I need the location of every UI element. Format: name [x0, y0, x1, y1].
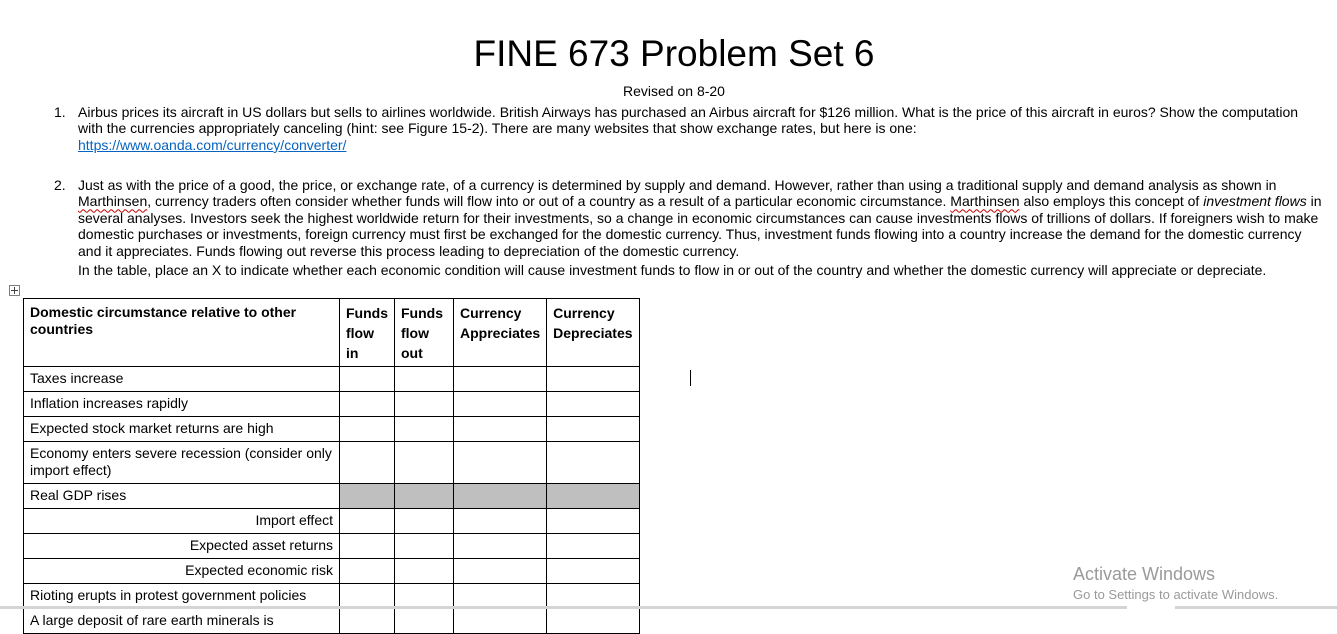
answer-cell[interactable]	[395, 609, 454, 634]
question-1-text: Airbus prices its aircraft in US dollars but sells to airlines worldwide. British Airways has purchased an Airbus aircraft for $126 million. What is the price of this aircraft in euros? Show the computation with the currencies appropriately canceling (hint: see Figure 15-2). There are many websites that show exchange rates, but here is one:	[78, 104, 1299, 137]
answer-cell[interactable]	[340, 534, 395, 559]
answer-cell[interactable]	[547, 509, 639, 534]
answer-cell[interactable]	[340, 559, 395, 584]
answer-cell[interactable]	[395, 367, 454, 392]
row-label: A large deposit of rare earth minerals is	[24, 609, 340, 634]
header-funds-flow-in: Funds flow in	[340, 299, 395, 367]
table-row	[24, 392, 640, 417]
investment-flows-term: investment flows	[1203, 193, 1307, 210]
answer-cell[interactable]	[340, 367, 395, 392]
answer-cell[interactable]	[395, 559, 454, 584]
activate-windows-watermark	[1073, 563, 1278, 603]
answer-cell[interactable]	[454, 559, 547, 584]
answer-cell[interactable]	[454, 609, 547, 634]
answer-cell[interactable]	[547, 442, 639, 484]
table-row	[24, 609, 640, 634]
table-row	[24, 509, 640, 534]
question-2-number: 2.	[54, 177, 66, 193]
question-1-number: 1.	[54, 104, 66, 120]
answer-cell[interactable]	[454, 534, 547, 559]
answer-cell[interactable]	[547, 392, 639, 417]
spellcheck-word-marthinsen-1[interactable]: Marthinsen	[78, 193, 148, 210]
answer-cell[interactable]	[340, 584, 395, 609]
row-label: Expected asset returns	[24, 534, 340, 559]
shaded-cell	[454, 484, 547, 509]
row-label: Real GDP rises	[24, 484, 340, 509]
question-1	[54, 104, 1323, 153]
shaded-cell	[547, 484, 639, 509]
answer-cell[interactable]	[454, 509, 547, 534]
table-row	[24, 584, 640, 609]
table-row	[24, 417, 640, 442]
economic-conditions-table-wrapper	[23, 298, 640, 634]
answer-cell[interactable]	[547, 367, 639, 392]
answer-cell[interactable]	[454, 417, 547, 442]
table-move-handle-icon[interactable]	[9, 285, 20, 296]
watermark-title: Activate Windows	[1073, 564, 1216, 584]
answer-cell[interactable]	[340, 509, 395, 534]
answer-cell[interactable]	[395, 534, 454, 559]
row-label: Taxes increase	[24, 367, 340, 392]
answer-cell[interactable]	[454, 392, 547, 417]
answer-cell[interactable]	[547, 584, 639, 609]
table-row	[24, 367, 640, 392]
row-label: Import effect	[24, 509, 340, 534]
row-label: Economy enters severe recession (consider only import effect)	[24, 442, 340, 484]
answer-cell[interactable]	[547, 534, 639, 559]
answer-cell[interactable]	[340, 392, 395, 417]
answer-cell[interactable]	[340, 417, 395, 442]
table-header-row	[24, 299, 640, 367]
answer-cell[interactable]	[395, 442, 454, 484]
answer-cell[interactable]	[395, 509, 454, 534]
table-row	[24, 484, 640, 509]
question-2-text-c: also employs this concept of	[1019, 193, 1204, 210]
shaded-cell	[395, 484, 454, 509]
header-funds-flow-out: Funds flow out	[395, 299, 454, 367]
oanda-converter-link[interactable]: https://www.oanda.com/currency/converter/	[78, 136, 347, 153]
spellcheck-word-marthinsen-2[interactable]: Marthinsen	[950, 193, 1020, 210]
row-label: Expected economic risk	[24, 559, 340, 584]
header-currency-depreciates: Currency Depreciates	[547, 299, 639, 367]
document-title: FINE 673 Problem Set 6	[473, 33, 875, 74]
row-label: Expected stock market returns are high	[24, 417, 340, 442]
table-row	[24, 442, 640, 484]
table-row	[24, 534, 640, 559]
answer-cell[interactable]	[454, 584, 547, 609]
question-2-text-b: , currency traders often consider whether funds will flow into or out of a country as a result of a particular economic circumstance.	[147, 193, 951, 210]
shaded-cell	[340, 484, 395, 509]
answer-cell[interactable]	[395, 417, 454, 442]
answer-cell[interactable]	[547, 417, 639, 442]
question-2-paragraph-2: In the table, place an X to indicate whether each economic condition will cause investment funds to flow in or out of the country and whether the domestic currency will appreciate or depreciate.	[78, 262, 1267, 279]
header-currency-appreciates: Currency Appreciates	[454, 299, 547, 367]
answer-cell[interactable]	[454, 367, 547, 392]
answer-cell[interactable]	[340, 442, 395, 484]
question-2-paragraph-1	[78, 177, 1323, 259]
watermark-subtitle: Go to Settings to activate Windows.	[1073, 587, 1279, 602]
answer-cell[interactable]	[547, 609, 639, 634]
row-label: Inflation increases rapidly	[24, 392, 340, 417]
answer-cell[interactable]	[395, 584, 454, 609]
answer-cell[interactable]	[547, 559, 639, 584]
answer-cell[interactable]	[454, 442, 547, 484]
question-2-text-d: in several analyses. Investors seek the highest worldwide return for their investments, so a change in economic circumstances can cause investments flows of trillions of dollars. If foreigners wish to make domestic purchases or investments, foreign currency must first be exchanged for the domestic currency. Thus, investment funds flowing into a country increase the demand for the domestic currency and it appreciates. Funds flowing out reverse this process leading to depreciation of the domestic currency.	[78, 193, 1322, 259]
table-row	[24, 559, 640, 584]
document-subtitle: Revised on 8-20	[623, 83, 725, 99]
header-circumstance: Domestic circumstance relative to other countries	[24, 299, 340, 367]
answer-cell[interactable]	[340, 609, 395, 634]
text-cursor	[690, 370, 691, 386]
row-label: Rioting erupts in protest government policies	[24, 584, 340, 609]
question-1-body	[78, 104, 1323, 153]
question-2-text-a: Just as with the price of a good, the price, or exchange rate, of a currency is determined by supply and demand. However, rather than using a traditional supply and demand analysis as shown in	[78, 177, 1277, 193]
answer-cell[interactable]	[395, 392, 454, 417]
question-2	[54, 177, 1323, 279]
economic-conditions-table	[23, 298, 640, 634]
